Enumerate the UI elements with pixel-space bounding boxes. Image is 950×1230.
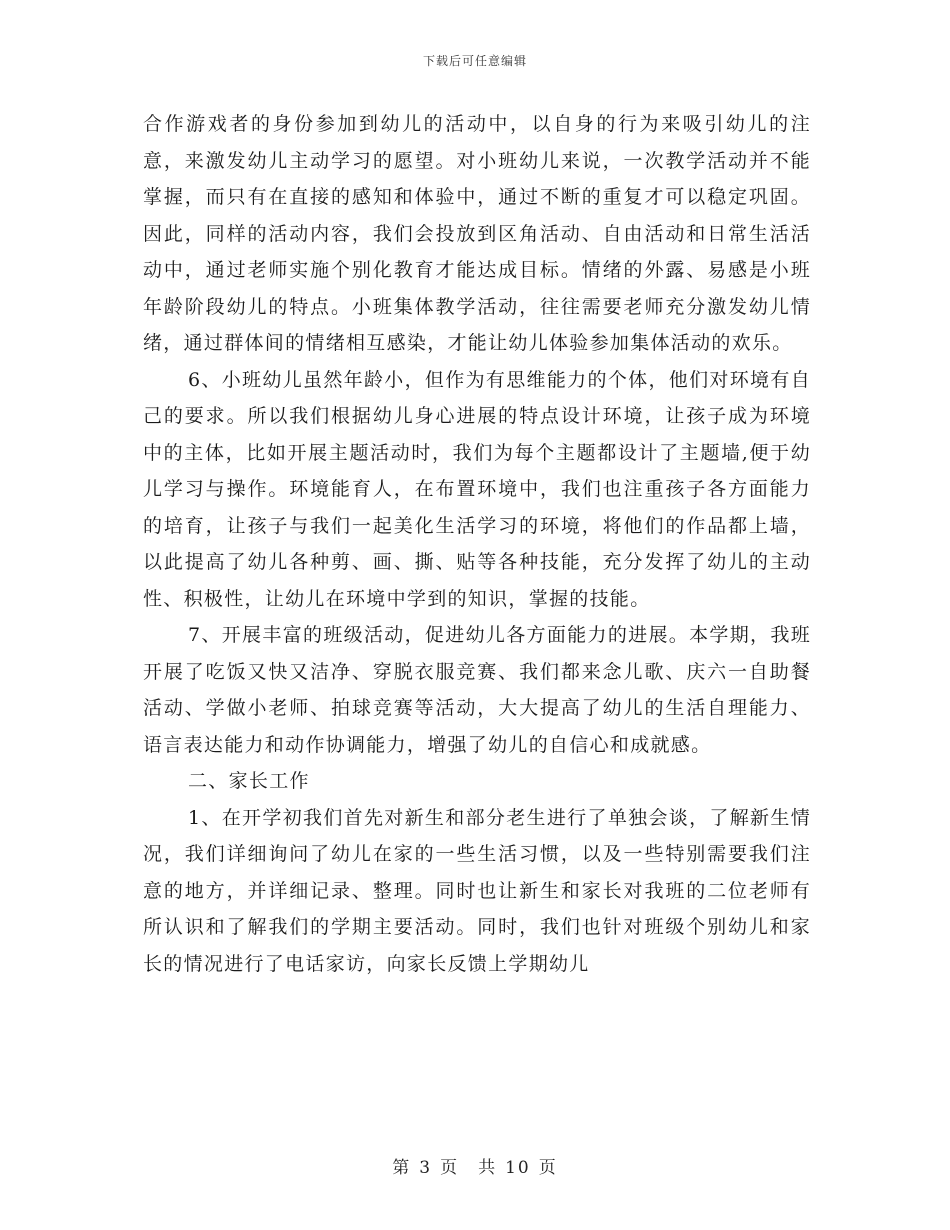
total-page-number: 10 — [505, 1158, 531, 1178]
page-header: 下载后可任意编辑 — [422, 54, 527, 68]
paragraph-item-6: 6、小班幼儿虽然年龄小，但作为有思维能力的个体，他们对环境有自己的要求。所以我们根据幼儿身心进展的特点设计环境，让孩子成为环境中的主体，比如开展主题活动时，我们为每个主题都设计了主题墙,便于幼儿学习与操作。环境能育人，在布置环境中，我们也注重孩子各方面能力的培育，让孩子与我们一起美化生活学习的环境，将他们的作品都上墙，以此提高了幼儿各种剪、画、撕、贴等各种技能，充分发挥了幼儿的主动性、积极性，让幼儿在环境中学到的知识，掌握的技能。 — [143, 368, 811, 610]
footer-middle: 页 共 — [440, 1158, 498, 1178]
footer-suffix: 页 — [538, 1158, 558, 1178]
page-number-footer — [0, 1153, 950, 1178]
footer-prefix: 第 — [392, 1158, 412, 1178]
paragraph-item-7: 7、开展丰富的班级活动，促进幼儿各方面能力的进展。本学期，我班开展了吃饭又快又洁净、穿脱衣服竞赛、我们都来念儿歌、庆六一自助餐活动、学做小老师、拍球竞赛等活动，大大提高了幼儿的生活自理能力、语言表达能力和动作协调能力，增强了幼儿的自信心和成就感。 — [143, 624, 811, 756]
paragraph-parent-item-1: 1、在开学初我们首先对新生和部分老生进行了单独会谈，了解新生情况，我们详细询问了幼儿在家的一些生活习惯，以及一些特别需要我们注意的地方，并详细记录、整理。同时也让新生和家长对我班的二位老师有所认识和了解我们的学期主要活动。同时，我们也针对班级个别幼儿和家长的情况进行了电话家访，向家长反馈上学期幼儿 — [143, 806, 811, 975]
paragraph-continuation: 合作游戏者的身份参加到幼儿的活动中，以自身的行为来吸引幼儿的注意，来激发幼儿主动学习的愿望。对小班幼儿来说，一次教学活动并不能掌握，而只有在直接的感知和体验中，通过不断的重复才可以稳定巩固。因此，同样的活动内容，我们会投放到区角活动、自由活动和日常生活活动中，通过老师实施个别化教育才能达成目标。情绪的外露、易感是小班年龄阶段幼儿的特点。小班集体教学活动，往往需要老师充分激发幼儿情绪，通过群体间的情绪相互感染，才能让幼儿体验参加集体活动的欢乐。 — [143, 113, 811, 354]
current-page-number: 3 — [419, 1158, 433, 1178]
section-heading-parent-work: 二、家长工作 — [188, 770, 310, 792]
document-body — [143, 106, 811, 982]
